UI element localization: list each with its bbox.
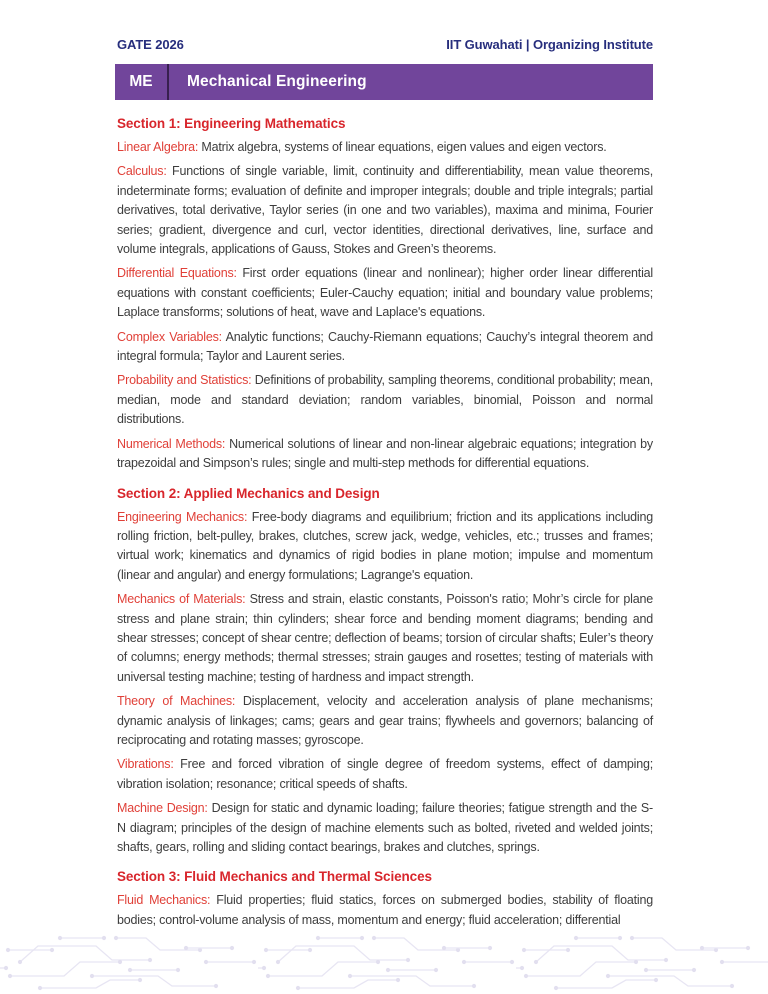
topic-paragraph — [117, 264, 653, 322]
topic-paragraph — [117, 371, 653, 429]
topic-text: Free and forced vibration of single degree of freedom systems, effect of damping; vibration isolation; resonance; critical speeds of shafts. — [117, 757, 654, 791]
topic-text: Fluid properties; fluid statics, forces on submerged bodies, stability of floating bodies; control-volume analysis of mass, momentum and energy; fluid acceleration; differential — [117, 893, 653, 927]
topic-text: Functions of single variable, limit, continuity and differentiability, mean value theorems, indeterminate forms; evaluation of definite and improper integrals; double and triple integrals; partial derivatives, total derivative, Taylor series (in one and two variables), maxima and minima, Fourier series; gradient, divergence and curl, vector identities, directional derivatives, line, surface and volume integrals, applications of Gauss, Stokes and Green’s theorems. — [117, 164, 653, 257]
topic-label: Theory of Machines: — [117, 694, 243, 709]
header-exam-title: GATE 2026 — [117, 37, 184, 52]
topic-text: Free-body diagrams and equilibrium; friction and its applications including rolling friction, belt-pulley, brakes, clutches, screw jack, wedge, vehicles, etc.; trusses and frames; virtual work; kinematics and dynamics of rigid bodies in plane motion; impulse and momentum (linear and angular) and energy formulations; Lagrange's equation. — [117, 509, 653, 582]
topic-label: Vibrations: — [117, 757, 181, 772]
topic-text: Design for static and dynamic loading; failure theories; fatigue strength and the S-N diagram; principles of the design of machine elements such as bolted, riveted and welded joints; shafts, gears, rolling and sliding contact bearings, brakes and clutches, springs. — [117, 801, 653, 854]
topic-paragraph — [117, 162, 653, 259]
section-heading: Section 1: Engineering Mathematics — [117, 116, 346, 131]
syllabus-content — [117, 112, 653, 935]
header-institute-title: IIT Guwahati | Organizing Institute — [446, 37, 653, 52]
subject-code: ME — [129, 73, 153, 90]
topic-paragraph — [117, 328, 653, 367]
subject-title: Mechanical Engineering — [187, 73, 367, 90]
topic-paragraph — [117, 799, 653, 857]
topic-paragraph — [117, 435, 653, 474]
topic-label: Engineering Mechanics: — [117, 509, 252, 524]
topic-label: Fluid Mechanics: — [117, 893, 217, 908]
topic-text: Analytic functions; Cauchy-Riemann equations; Cauchy’s integral theorem and integral formula; Taylor and Laurent series. — [117, 329, 653, 364]
section-heading: Section 2: Applied Mechanics and Design — [117, 485, 380, 501]
topic-paragraph — [117, 138, 653, 157]
topic-paragraph — [117, 590, 653, 687]
topic-label: Mechanics of Materials: — [117, 592, 250, 607]
topic-text: First order equations (linear and nonlinear); higher order linear differential equations with constant coefficients; Euler-Cauchy equation; initial and boundary value problems; Laplace transforms; solutions of heat, wave and Laplace's equations. — [117, 266, 653, 320]
topic-text: Numerical solutions of linear and non-linear algebraic equations; integration by trapezoidal and Simpson’s rules; single and multi-step methods for differential equations. — [117, 436, 653, 471]
topic-label: Complex Variables: — [117, 329, 226, 344]
page-header — [117, 37, 653, 52]
section-heading: Section 3: Fluid Mechanics and Thermal Sciences — [117, 869, 432, 885]
topic-text: Stress and strain, elastic constants, Poisson's ratio; Mohr’s circle for plane stress and plane strain; thin cylinders; shear force and bending moment diagrams; bending and shear stresses; concept of shear centre; deflection of beams; torsion of circular shafts; Euler’s theory of columns; energy methods; thermal stresses; strain gauges and rosettes; testing of materials with universal testing machine; testing of hardness and impact strength. — [117, 592, 653, 684]
topic-label: Numerical Methods: — [117, 436, 230, 451]
topic-paragraph — [117, 692, 653, 750]
topic-text: Matrix algebra, systems of linear equations, eigen values and eigen vectors. — [201, 140, 607, 154]
subject-banner — [115, 64, 653, 100]
topic-text: Displacement, velocity and acceleration analysis of plane mechanisms; dynamic analysis of linkages; cams; gears and gear trains; flywheels and governors; balancing of reciprocating and rotating masses; gyroscope. — [117, 694, 654, 747]
topic-paragraph — [117, 508, 653, 586]
topic-label: Machine Design: — [117, 801, 212, 816]
topic-paragraph — [117, 755, 653, 794]
topic-paragraph — [117, 891, 653, 930]
circuit-pattern-decoration — [0, 928, 768, 994]
topic-label: Calculus: — [117, 164, 173, 179]
topic-text: Definitions of probability, sampling theorems, conditional probability; mean, median, mode and standard deviation; random variables, binomial, Poisson and normal distributions. — [117, 373, 653, 427]
topic-label: Differential Equations: — [117, 266, 243, 281]
topic-label: Probability and Statistics: — [117, 373, 255, 388]
topic-label: Linear Algebra: — [117, 140, 202, 154]
